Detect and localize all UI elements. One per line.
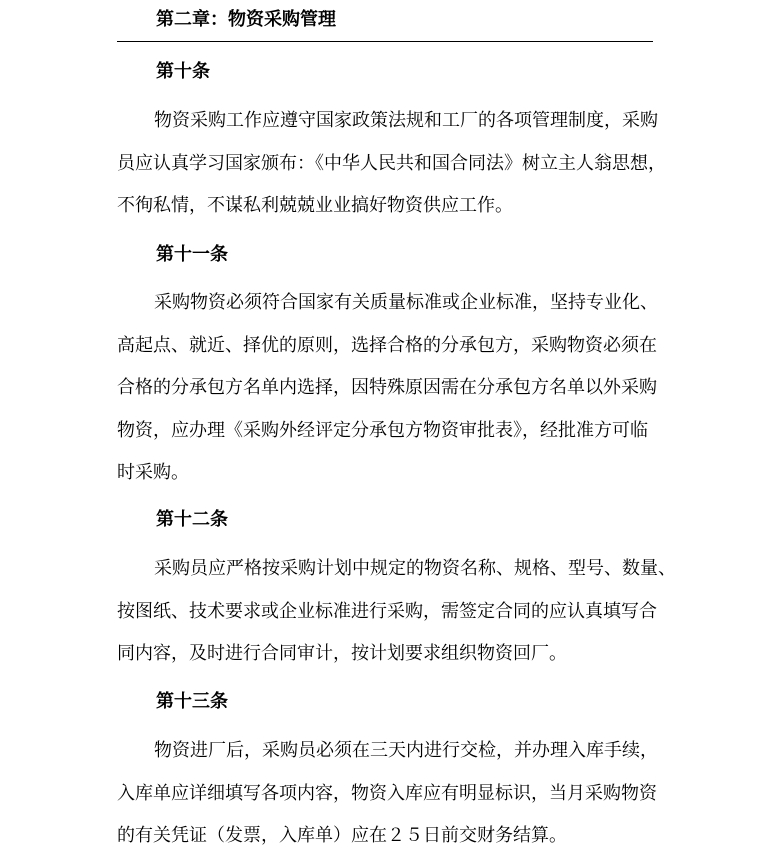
text-line: 采购物资必须符合国家有关质量标准或企业标准，坚持专业化、 [154, 292, 658, 313]
article-10-heading: 第十条 [156, 61, 210, 82]
article-11-heading: 第十一条 [156, 244, 228, 265]
article-13-text [117, 730, 658, 858]
text-line: 高起点、就近、择优的原则，选择合格的分承包方，采购物资必须在 [117, 334, 657, 356]
title-underline [117, 41, 653, 42]
article-12-text [117, 548, 676, 676]
text-line: 合格的分承包方名单内选择，因特殊原因需在分承包方名单以外采购 [117, 377, 657, 398]
text-line: 不徇私情，不谋私利兢兢业业搞好物资供应工作。 [117, 195, 513, 216]
text-line: 员应认真学习国家颁布：《中华人民共和国合同法》树立主人翁思想， [117, 152, 666, 174]
text-line: 物资采购工作应遵守国家政策法规和工厂的各项管理制度，采购 [154, 110, 658, 131]
text-line: 入库单应详细填写各项内容，物资入库应有明显标识，当月采购物资 [117, 782, 657, 804]
article-10-text [117, 100, 666, 228]
article-11-text [117, 282, 658, 495]
text-line: 物资，应办理《采购外经评定分承包方物资审批表》，经批准方可临 [117, 419, 648, 441]
text-line: 物资进厂后，采购员必须在三天内进行交检，并办理入库手续， [154, 740, 658, 761]
article-12-heading: 第十二条 [156, 509, 228, 530]
chapter-title: 第二章：物资采购管理 [156, 9, 336, 30]
text-line: 时采购。 [117, 462, 189, 483]
text-line: 的有关凭证（发票，入库单）应在２５日前交财务结算。 [117, 825, 567, 846]
text-line: 采购员应严格按采购计划中规定的物资名称、规格、型号、数量、 [154, 558, 676, 579]
text-line: 同内容，及时进行合同审计，按计划要求组织物资回厂。 [117, 643, 567, 664]
text-line: 按图纸、技术要求或企业标准进行采购，需签定合同的应认真填写合 [117, 600, 657, 622]
article-13-heading: 第十三条 [156, 691, 228, 712]
